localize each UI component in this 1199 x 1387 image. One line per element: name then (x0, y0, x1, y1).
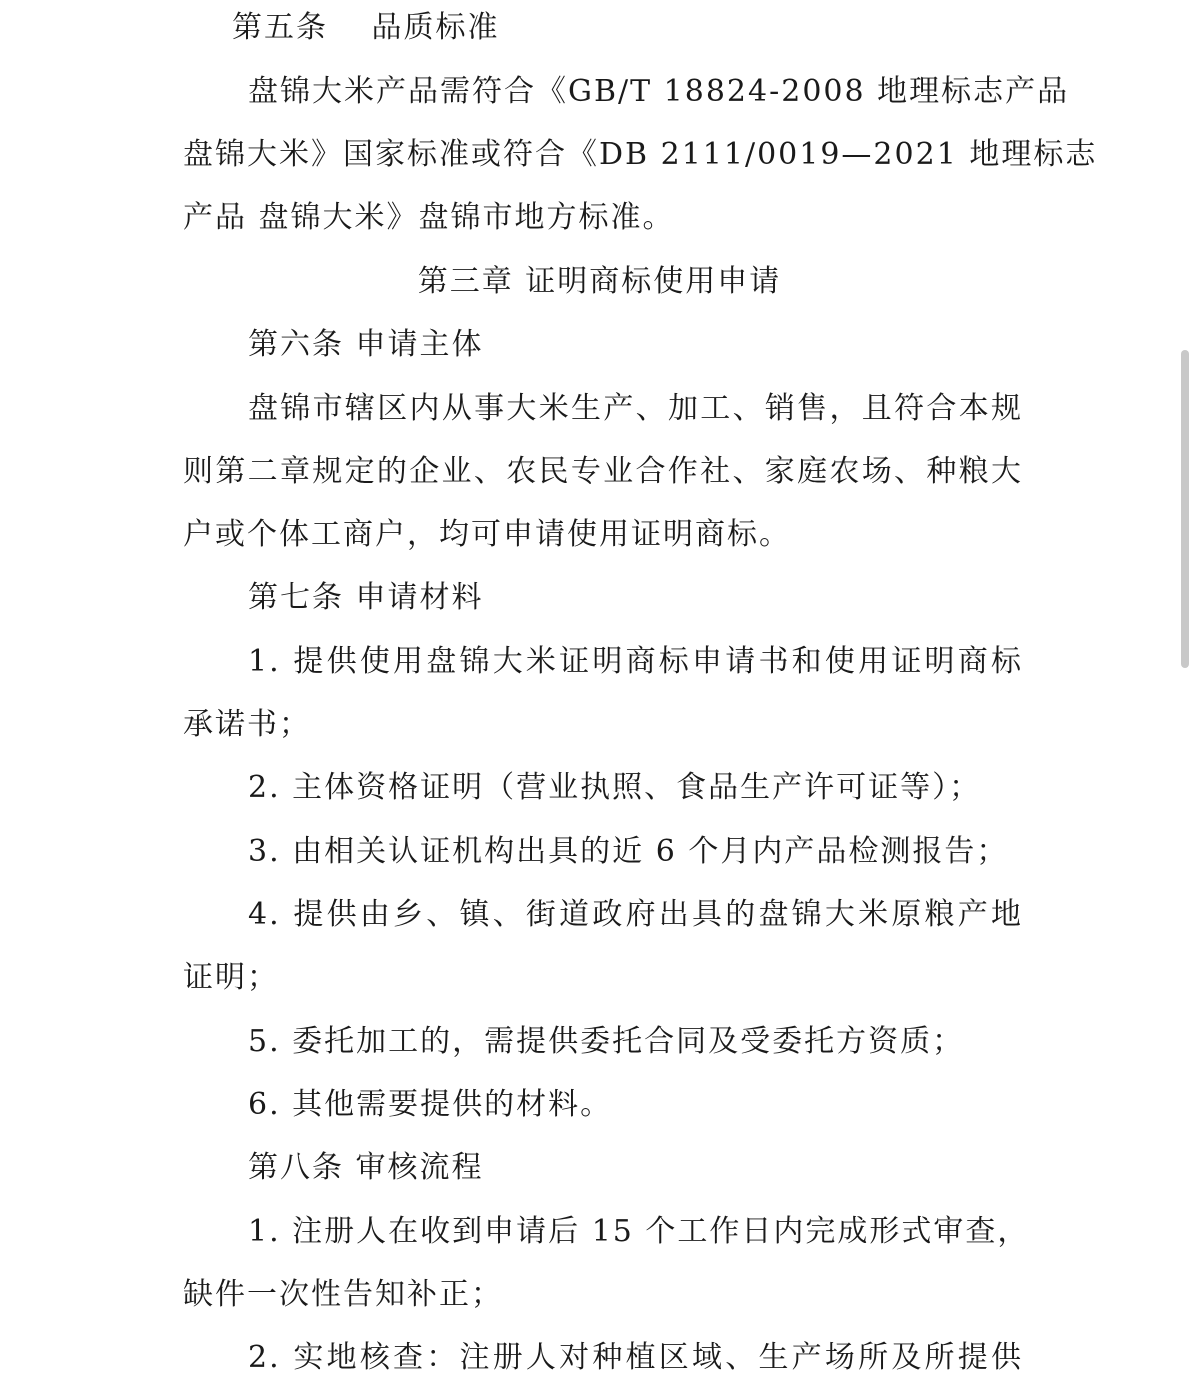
chapter-3-title-text: 第三章 证明商标使用申请 (417, 264, 782, 299)
article-5-body-line-2: 盘锦大米》国家标准或符合《DB 2111/0019—2021 地理标志 (183, 137, 1098, 172)
article-6-body-line-2: 则第二章规定的企业、农民专业合作社、家庭农场、种粮大 (183, 454, 1023, 489)
article-7-item-1-line-1: 1. 提供使用盘锦大米证明商标申请书和使用证明商标 (248, 644, 1023, 679)
article-7-item-3: 3. 由相关认证机构出具的近 6 个月内产品检测报告； (248, 834, 1009, 869)
article-8-item-1-line-1: 1. 注册人在收到申请后 15 个工作日内完成形式审查， (248, 1214, 1030, 1249)
article-5-heading: 第五条 品质标准 (232, 10, 500, 45)
article-8-item-1-line-2: 缺件一次性告知补正； (183, 1277, 503, 1312)
article-7-item-6: 6. 其他需要提供的材料。 (248, 1087, 613, 1122)
article-8-item-2-line-1: 2. 实地核查：注册人对种植区域、生产场所及所提供 (248, 1340, 1023, 1375)
article-5-body-line-3: 产品 盘锦大米》盘锦市地方标准。 (183, 200, 675, 235)
article-7-item-1-line-2: 承诺书； (183, 707, 311, 742)
article-7-item-4-line-2: 证明； (183, 960, 279, 995)
article-7-item-4-line-1: 4. 提供由乡、镇、街道政府出具的盘锦大米原粮产地 (248, 897, 1023, 932)
vertical-scrollbar[interactable] (1181, 350, 1189, 668)
article-6-heading: 第六条 申请主体 (248, 327, 484, 362)
chapter-3-title (0, 262, 1199, 302)
article-7-item-2: 2. 主体资格证明（营业执照、食品生产许可证等）； (248, 770, 982, 805)
article-6-body-line-1: 盘锦市辖区内从事大米生产、加工、销售，且符合本规 (248, 391, 1023, 426)
article-6-body-line-3: 户或个体工商户，均可申请使用证明商标。 (183, 517, 791, 552)
article-8-heading: 第八条 审核流程 (248, 1150, 484, 1185)
article-7-heading: 第七条 申请材料 (248, 580, 484, 615)
article-5-body-line-1: 盘锦大米产品需符合《GB/T 18824-2008 地理标志产品 (248, 74, 1070, 109)
article-7-item-5: 5. 委托加工的，需提供委托合同及受委托方资质； (248, 1024, 965, 1059)
